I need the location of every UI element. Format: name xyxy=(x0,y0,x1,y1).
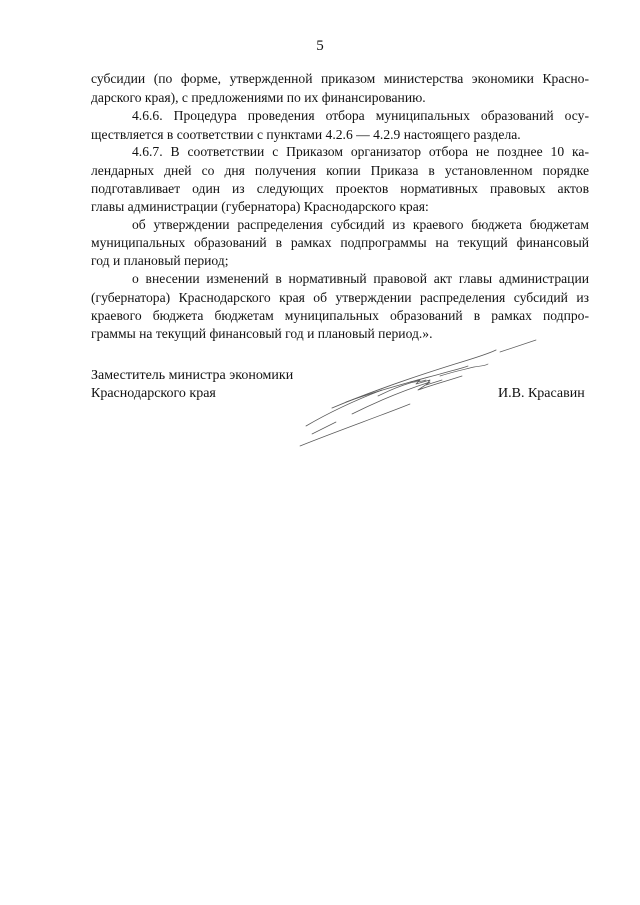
handwritten-signature xyxy=(290,330,550,460)
body-line-11: год и плановый период; xyxy=(91,253,229,268)
body-line-6: лендарных дней со дня получения копии Приказа в установленном порядке xyxy=(91,163,589,178)
body-line-13: (губернатора) Краснодарского края об утверждении распределения субсидий из xyxy=(91,290,589,305)
body-line-1: субсидии (по форме, утвержденной приказом министерства экономики Красно- xyxy=(91,71,589,86)
body-line-4: ществляется в соответствии с пунктами 4.2.6 — 4.2.9 настоящего раздела. xyxy=(91,127,521,142)
body-line-2: дарского края), с предложениями по их финансированию. xyxy=(91,90,426,105)
body-line-5: 4.6.7. В соответствии с Приказом организатор отбора не позднее 10 ка- xyxy=(132,144,589,159)
body-line-7: подготавливает один из следующих проектов нормативных правовых актов xyxy=(91,181,589,196)
body-line-14: краевого бюджета бюджетам муниципальных образований в рамках подпро- xyxy=(91,308,589,323)
page-number: 5 xyxy=(316,38,324,54)
body-line-15: граммы на текущий финансовый год и плановый период.». xyxy=(91,326,433,341)
body-line-10: муниципальных образований в рамках подпрограммы на текущий финансовый xyxy=(91,235,589,250)
body-line-8: главы администрации (губернатора) Краснодарского края: xyxy=(91,199,429,214)
signer-position-line-1: Заместитель министра экономики xyxy=(91,368,294,383)
body-line-12: о внесении изменений в нормативный правовой акт главы администрации xyxy=(132,271,589,286)
signer-name: И.В. Красавин xyxy=(498,386,585,401)
body-line-3: 4.6.6. Процедура проведения отбора муниципальных образований осу- xyxy=(132,108,589,123)
signer-position-line-2: Краснодарского края xyxy=(91,386,216,401)
body-line-9: об утверждении распределения субсидий из краевого бюджета бюджетам xyxy=(132,217,589,232)
